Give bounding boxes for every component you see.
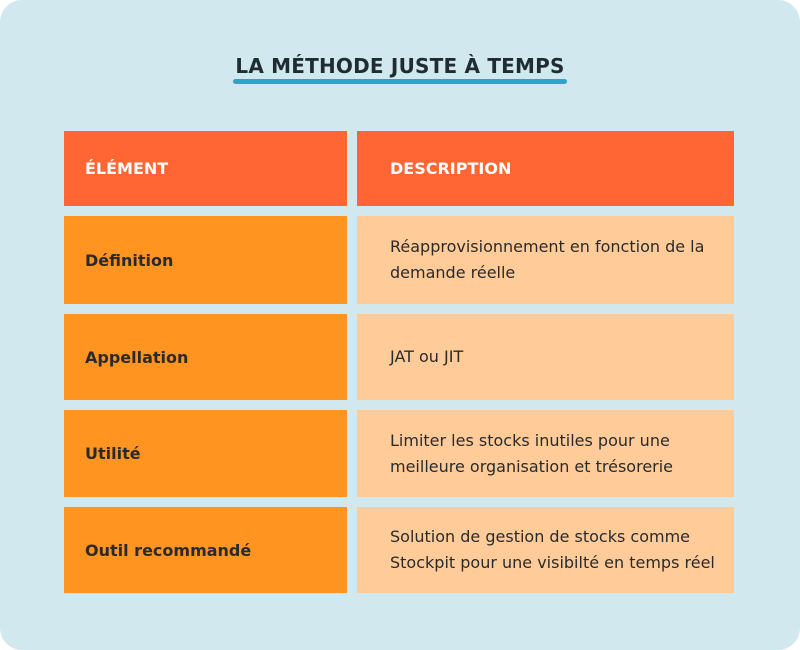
comparison-table: [64, 131, 734, 593]
table-row-definition: [64, 216, 734, 304]
page-title: [233, 54, 566, 82]
title-underline: [233, 79, 566, 84]
table-row-utilite: [64, 410, 734, 497]
table-row-outil: [64, 507, 734, 593]
row-description-utilite: Limiter les stocks inutiles pour une meilleure organisation et trésorerie: [357, 410, 734, 497]
header-description: DESCRIPTION: [357, 131, 734, 206]
row-label-outil: Outil recommandé: [64, 507, 347, 593]
row-description-definition: Réapprovisionnement en fonction de la demande réelle: [357, 216, 734, 304]
row-label-appellation: Appellation: [64, 314, 347, 400]
row-label-utilite: Utilité: [64, 410, 347, 497]
header-element: ÉLÉMENT: [64, 131, 347, 206]
row-description-outil: Solution de gestion de stocks comme Stockpit pour une visibilté en temps réel: [357, 507, 734, 593]
title-container: [0, 54, 800, 82]
page-title-text: LA MÉTHODE JUSTE À TEMPS: [235, 54, 565, 78]
row-label-definition: Définition: [64, 216, 347, 304]
table-row-appellation: [64, 314, 734, 400]
table-header-row: [64, 131, 734, 206]
row-description-appellation: JAT ou JIT: [357, 314, 734, 400]
